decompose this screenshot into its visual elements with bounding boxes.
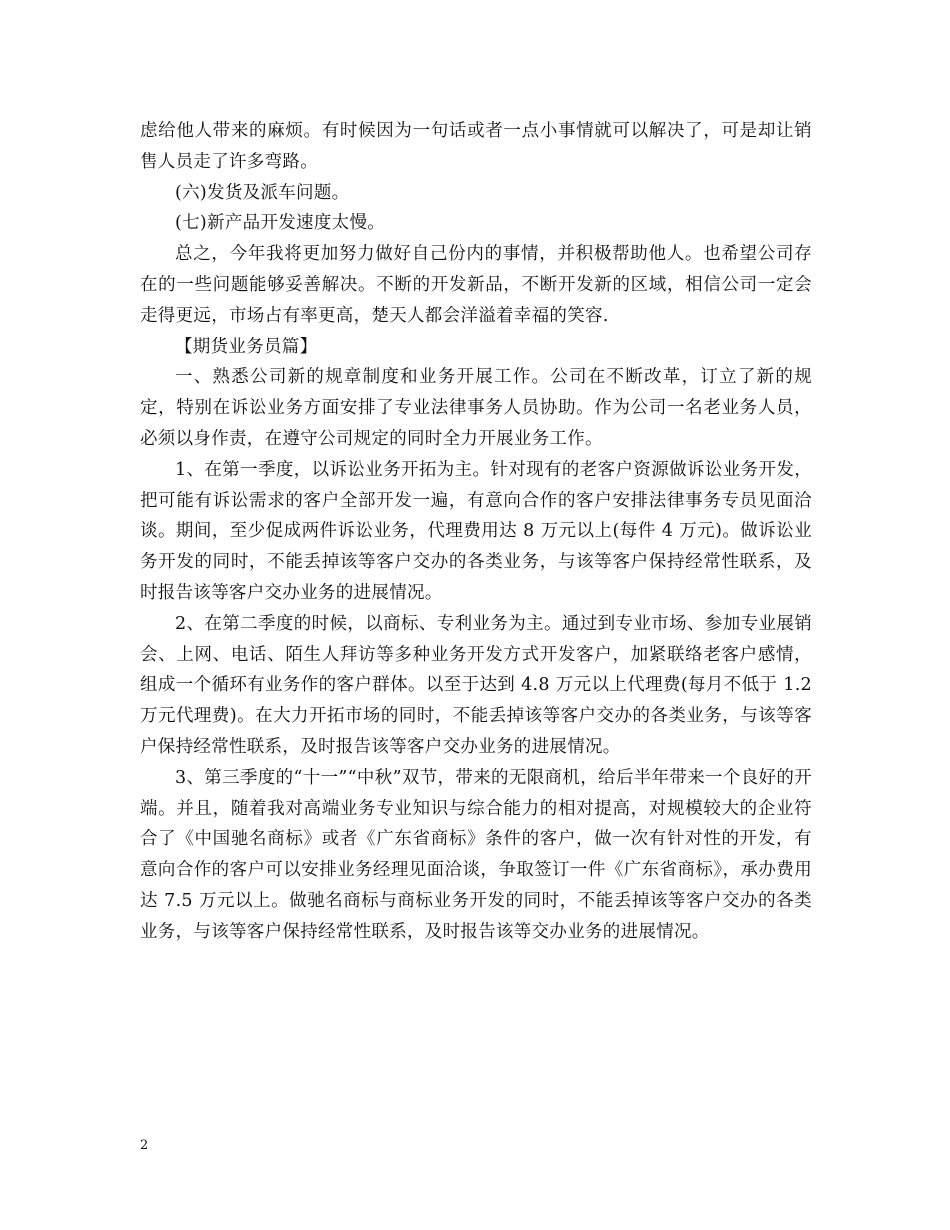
paragraph-6: 一、熟悉公司新的规章制度和业务开展工作。公司在不断改革，订立了新的规定，特别在诉讼业务方面安排了专业法律事务人员协助。作为公司一名老业务人员，必须以身作责，在遵守公司规定的同时全力开展业务工作。 [140,367,812,449]
paragraph-3: (七)新产品开发速度太慢。 [175,213,386,234]
paragraph-2: (六)发货及派车问题。 [175,182,350,203]
section-heading: 【期货业务员篇】 [175,336,318,357]
paragraph-9: 3、第三季度的“十一”“中秋”双节，带来的无限商机，给后半年带来一个良好的开端。并且，随着我对高端业务专业知识与综合能力的相对提高，对规模较大的企业符合了《中国驰名商标》或者《广东省商标》条件的客户，做一次有针对性的开发，有意向合作的客户可以安排业务经理见面洽谈，争取签订一件《广东省商标》，承办费用达 7.5 万元以上。做驰名商标与商标业务开发的同时，不能丢掉该等客户交办的各类业务，与该等客户保持经常性联系，及时报告该等交办业务的进展情况。 [140,767,812,942]
paragraph-4: 总之，今年我将更加努力做好自己份内的事情，并积极帮助他人。也希望公司存在的一些问题能够妥善解决。不断的开发新品，不断开发新的区域，相信公司一定会走得更远，市场占有率更高，楚天人都会洋溢着幸福的笑容. [140,244,812,326]
paragraph-7: 1、在第一季度，以诉讼业务开拓为主。针对现有的老客户资源做诉讼业务开发，把可能有诉讼需求的客户全部开发一遍，有意向合作的客户安排法律事务专员见面洽谈。期间，至少促成两件诉讼业务，代理费用达 8 万元以上(每件 4 万元)。做诉讼业务开发的同时，不能丢掉该等客户交办的各类业务，与该等客户保持经常性联系，及时报告该等客户交办业务的进展情况。 [140,459,812,603]
page-number: 2 [140,1138,149,1153]
paragraph-8: 2、在第二季度的时候，以商标、专利业务为主。通过到专业市场、参加专业展销会、上网、电话、陌生人拜访等多种业务开发方式开发客户，加紧联络老客户感情，组成一个循环有业务作的客户群体。以至于达到 4.8 万元以上代理费(每月不低于 1.2 万元代理费)。在大力开拓市场的同时，不能丢掉该等客户交办的各类业务，与该等客户保持经常性联系，及时报告该等客户交办业务的进展情况。 [140,613,812,757]
document-body [140,116,812,948]
paragraph-1: 虑给他人带来的麻烦。有时候因为一句话或者一点小事情就可以解决了，可是却让销售人员走了许多弯路。 [140,121,812,172]
